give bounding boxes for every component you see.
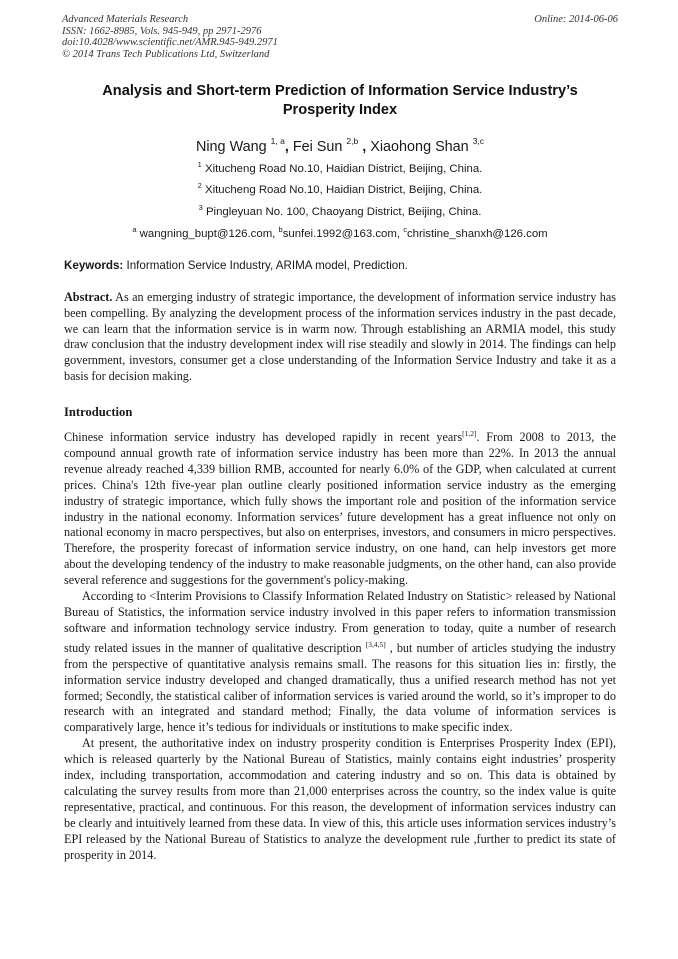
paragraph: At present, the authoritative index on industry prosperity condition is Enterprises Prosperity Index (EPI), which is released quarterly by the National Bureau of Statistics, mainly contains eight industries’ prosperity index, including transportation, accommodation and catering industry and so on. This data is obtained by calculating the survey results from more than 21,000 enterprises across the country, so the index value is quite representative, practical, and continuous. For this reason, the development of information services industry can be clearly and intuitively learned from these data. In view of this, this article uses information services industry’s EPI released by the National Bureau of Statistics to analyze the development rule ,further to predict its state of prosperity in 2014. — [64, 736, 616, 862]
abstract-label: Abstract. — [64, 290, 113, 304]
journal-name: Advanced Materials Research — [62, 14, 189, 25]
title-line-1: Analysis and Short-term Prediction of Information Service Industry’s — [102, 83, 578, 99]
paper-title — [62, 82, 618, 120]
introduction-body — [64, 426, 616, 863]
affiliation-line: $^2$ Xitucheng Road No.10, Haidian District, Beijing, China. — [197, 181, 483, 196]
copyright-line: © 2014 Trans Tech Publications Ltd, Switzerland — [62, 48, 270, 60]
email-link[interactable]: christine_shanxh@126.com — [406, 228, 548, 240]
email-line: $^a$ wangning_bupt@126.com, $^b$sunfei.1992@163.com, $^c$christine_shanxh@126.com — [132, 225, 548, 240]
author-name: Xiaohong Shan — [370, 139, 469, 155]
paragraph: According to <Interim Provisions to Classify Information Related Industry on Statistic> released by National Bureau of Statistics, the information service industry involved in this paper refers to information transmission software and information technology service industry. From generation to today, quite a number of research study related issues in the manner of qualitative description [3,4,5] , but number of articles studying the industry from the perspective of quantitative analysis remains small. The reasons for this situation lies in: firstly, the information service industry developed and changed dramatically, thus a unified research method has not yet formed; Secondly, the statistical caliber of information services is varied around the world, so it’s improper to do research with an integrated and standard method; Finally, the data volume of information services is comparatively large, hence it’s tedious for individuals or institutions to make specific index. — [64, 589, 617, 735]
keywords-text: Information Service Industry, ARIMA model, Prediction. — [126, 259, 408, 272]
citation-marker[interactable]: [1,2] — [462, 429, 477, 438]
section-heading-introduction: Introduction — [64, 405, 133, 419]
doi-link[interactable]: doi:10.4028/www.scientific.net/AMR.945-949.2971 — [62, 37, 278, 49]
paragraph: Chinese information service industry has developed rapidly in recent years[1,2]. From 2008 to 2013, the compound annual growth rate of information service industry has been more than 22%. In 2013 the annual revenue already reached 4,339 billion RMB, accounted for nearly 6.0% of the GDP, when calculated at current prices. China's 12th five-year plan outline clearly positioned information service industry as the emerging industry of strategic importance, which fully shows the important role and position of the information service industry in the national economy. Information services’ future development has a great influence not only on national economy in macro perspectives, but also on enterprises, investors, and consumers in micro perspectives. Therefore, the prosperity forecast of information service industry, on one hand, can help investors get more about the developing tendency of the industry to make reasonable judgments, on the other hand, can also provide several reference and suggestions for the government's policy-making. — [64, 429, 616, 588]
author-list: Ning Wang $^{1, a}$, Fei Sun $^{2,b}$ , Xiaohong Shan $^{3,c}$ — [195, 136, 485, 155]
issn-line: ISSN: 1662-8985, Vols. 945-949, pp 2971-2976 — [62, 25, 262, 37]
author-name: Fei Sun — [292, 139, 343, 155]
affiliation-line: $^3$ Pingleyuan No. 100, Chaoyang District, Beijing, China. — [198, 203, 482, 218]
author-name: Ning Wang — [195, 139, 267, 155]
author-affiliation-marker: 3,c — [472, 136, 485, 146]
abstract — [64, 290, 616, 385]
keywords-label: Keywords: — [64, 259, 124, 272]
journal-header — [62, 14, 618, 60]
author-affiliation-marker: 1, a — [270, 136, 285, 146]
email-link[interactable]: sunfei.1992@163.com, — [282, 228, 401, 240]
abstract-text: As an emerging industry of strategic importance, the development of information service industry has been compelling. By analyzing the development process of the information services industry in the past decade, we can learn that the information service is in warm now. Through establishing an ARMIA model, this study draw conclusion that the industry development index will rise steadily and slowly in 2014. The findings can help government, investors, consumer get a close understanding of the Information Service Industry and take it as a basis for decision making. — [64, 290, 616, 383]
citation-marker[interactable]: [3,4,5] — [365, 639, 386, 649]
author-affiliation-marker: 2,b — [346, 136, 359, 146]
keywords — [64, 258, 616, 273]
email-link[interactable]: wangning_bupt@126.com, — [139, 228, 276, 240]
online-date: Online: 2014-06-06 — [534, 14, 618, 25]
title-line-2: Prosperity Index — [282, 102, 398, 118]
affiliation-line: $^1$ Xitucheng Road No.10, Haidian District, Beijing, China. — [197, 160, 483, 175]
